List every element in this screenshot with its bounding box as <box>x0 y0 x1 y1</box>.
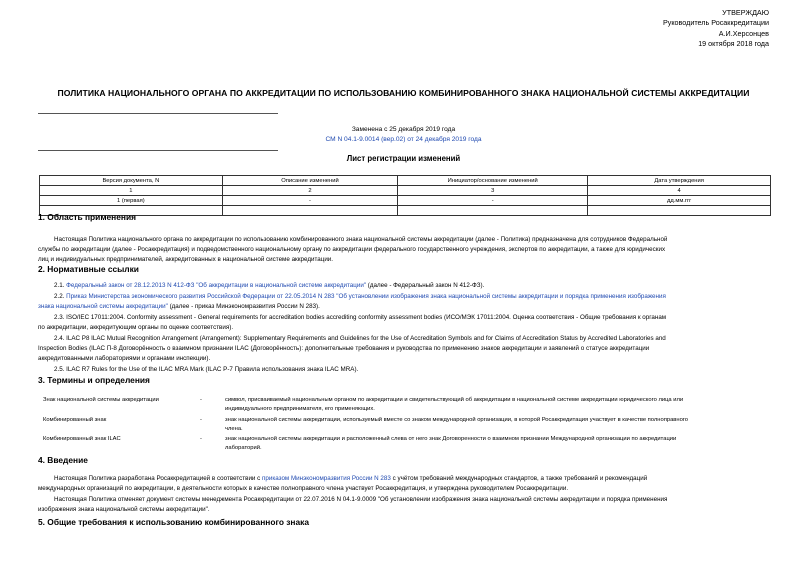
table-cell: 2 <box>222 186 397 196</box>
intro-suffix: с учётом требований международных стандартов, а также требований и рекомендаций <box>390 475 648 482</box>
law-412-link[interactable]: Федеральный закон от 28.12.2013 N 412-ФЗ "Об аккредитации в национальной системе аккредитации" <box>66 282 367 289</box>
order-283-link-cont[interactable]: знака национальной системы аккредитации" <box>38 303 168 310</box>
order-283-link[interactable]: Приказ Министерства экономического развития Российской Федерации от 22.05.2014 N 283 "Об установлении изображения знака национальной системы аккредитации и порядка применения изображения <box>66 293 666 300</box>
intro-paragraph-line <box>38 474 773 485</box>
term-dash: - <box>200 417 202 423</box>
paragraph-line: Настоящая Политика отменяет документ системы менеджмента Росаккредитации от 22.07.2016 N 04.1-9.0009 "Об установлении изображения знака национальной системы аккредитации и порядка применения <box>54 496 668 503</box>
column-header: Версия документа, N <box>40 176 223 186</box>
definition-line: знак национальной системы аккредитации и расположенный слева от него знак Договоренности о взаимном признании Международной организации по аккредитации <box>225 436 677 442</box>
column-header: Описание изменений <box>222 176 397 186</box>
paragraph-line: службы по аккредитации (далее - Росаккредитация) и подведомственного национальному органу по аккредитации федерального государственного учреждения, экспертов по аккредитации, а также для юридических <box>38 246 666 253</box>
approval-line: 19 октября 2018 года <box>698 39 769 49</box>
term-definition <box>225 416 775 434</box>
paragraph-line: Настоящая Политика национального органа по аккредитации по использованию комбинированного знака национальной системы аккредитации (далее - Политика) предназначена для сотрудников Федеральной <box>54 236 668 243</box>
definition-line: члена. <box>225 426 243 433</box>
table-cell: - <box>222 196 397 206</box>
table-cell: 3 <box>398 186 588 196</box>
order-283-intro-link[interactable]: приказом Минэкономразвития России N 283 <box>262 475 391 482</box>
section-heading: 3. Термины и определения <box>38 375 150 385</box>
intro-prefix: Настоящая Политика разработана Росаккредитацией в соответствии с <box>54 475 263 482</box>
approval-block <box>663 8 769 50</box>
paragraph-line: аккредитованными лабораториями и органами инспекции). <box>38 355 211 362</box>
column-header: Дата утверждения <box>588 176 771 186</box>
table-cell <box>588 206 771 216</box>
replaced-note <box>0 125 807 145</box>
definition-line: знак национальной системы аккредитации, используемый вместе со знаком международной организации, в которой Росаккредитация участвует в качестве полноправного <box>225 417 689 423</box>
term-dash: - <box>200 397 202 403</box>
table-cell <box>222 206 397 216</box>
paragraph-line: Inspection Bodies (ILAC П-8 Договорённость о взаимном признании ILAC (Договорённость): дополнительные требования и руководства по применению знаков аккредитации и заявлений о статусе аккредитации <box>38 345 650 352</box>
paragraph-line: 2.3. ISO/IEC 17011:2004. Conformity assessment - General requirements for accreditation bodies accrediting conformity assessment bodies (ИСО/МЭК 17011:2004. Оценка соответствия - Общие требования к органам <box>54 314 667 321</box>
definition-line: лабораторий. <box>225 445 262 452</box>
changes-table <box>39 175 771 216</box>
term-definition <box>225 435 775 453</box>
paragraph-line: лиц и индивидуальных предпринимателей, аккредитованных в национальной системе аккредитации. <box>38 256 334 263</box>
term-dash: - <box>200 436 202 442</box>
changes-sheet-title: Лист регистрации изменений <box>346 154 461 163</box>
paragraph-line: 2.5. ILAC R7 Rules for the Use of the ILAC MRA Mark (ILAC Р-7 Правила использования знака ILAC MRA). <box>54 366 359 373</box>
paragraph-line: по аккредитации, аккредитующим органы по оценке соответствия). <box>38 324 234 331</box>
approval-line: Руководитель Росаккредитации <box>662 18 769 28</box>
divider <box>38 113 278 114</box>
table-row <box>40 186 771 196</box>
paragraph-line: изображения знака национальной системы аккредитации". <box>38 506 210 513</box>
paragraph-line: 2.4. ILAC P8 ILAC Mutual Recognition Arrangement (Arrangement): Supplementary Requirements and Guidelines for the Use of Accreditation Symbols and for Claims of Accreditation Status by Accredited Laboratories and <box>54 335 666 342</box>
ref-number: 2.1. <box>54 282 67 289</box>
term-definition <box>225 396 775 414</box>
document-title: ПОЛИТИКА НАЦИОНАЛЬНОГО ОРГАНА ПО АККРЕДИТАЦИИ ПО ИСПОЛЬЗОВАНИЮ КОМБИНИРОВАННОГО ЗНАКА НАЦИОНАЛЬНОЙ СИСТЕМЫ АККРЕДИТАЦИИ <box>57 88 750 98</box>
approval-line: УТВЕРЖДАЮ <box>722 8 769 17</box>
ref-suffix: (далее - приказ Минэкономразвития России N 283). <box>167 303 320 310</box>
reference-2-2 <box>38 292 773 303</box>
ref-suffix: (далее - Федеральный закон N 412-ФЗ). <box>366 282 485 289</box>
section-heading: 4. Введение <box>38 455 88 465</box>
term-name: Знак национальной системы аккредитации <box>43 397 159 403</box>
table-cell <box>398 206 588 216</box>
table-cell: - <box>398 196 588 206</box>
table-cell: 4 <box>588 186 771 196</box>
table-row <box>40 206 771 216</box>
definition-line: символ, присваиваемый национальным органом по аккредитации и свидетельствующий об аккредитации в национальной системе аккредитации юридического лица или <box>225 397 684 403</box>
table-header-row <box>40 176 771 186</box>
table-cell: 1 <box>40 186 223 196</box>
definition-line: индивидуального предпринимателя, его применяющих. <box>225 406 375 413</box>
approval-line: А.И.Херсонцев <box>718 28 769 38</box>
table-row <box>40 196 771 206</box>
term-name: Комбинированный знак <box>43 417 107 423</box>
replaced-date: Заменена с 25 декабря 2019 года <box>351 126 456 133</box>
table-cell: дд.мм.ггг <box>588 196 771 206</box>
reference-2-1 <box>38 281 773 292</box>
column-header: Инициатор/основание изменений <box>398 176 588 186</box>
table-cell: 1 (первая) <box>40 196 223 206</box>
term-name: Комбинированный знак ILAC <box>43 436 121 442</box>
paragraph-line: международных организаций по аккредитации, в деятельности которых в качестве полноправного члена участвует Росаккредитация, и утверждена руководителем Росаккредитации. <box>38 485 569 492</box>
reference-2-2-cont <box>38 302 773 313</box>
section-heading: 1. Область применения <box>38 212 136 222</box>
section-heading: 2. Нормативные ссылки <box>38 264 139 274</box>
section-heading: 5. Общие требования к использованию комбинированного знака <box>38 517 309 527</box>
ref-number: 2.2. <box>54 293 67 300</box>
replacement-document-link[interactable]: СМ N 04.1-9.0014 (вер.02) от 24 декабря 2019 года <box>325 136 482 143</box>
divider <box>38 150 278 151</box>
